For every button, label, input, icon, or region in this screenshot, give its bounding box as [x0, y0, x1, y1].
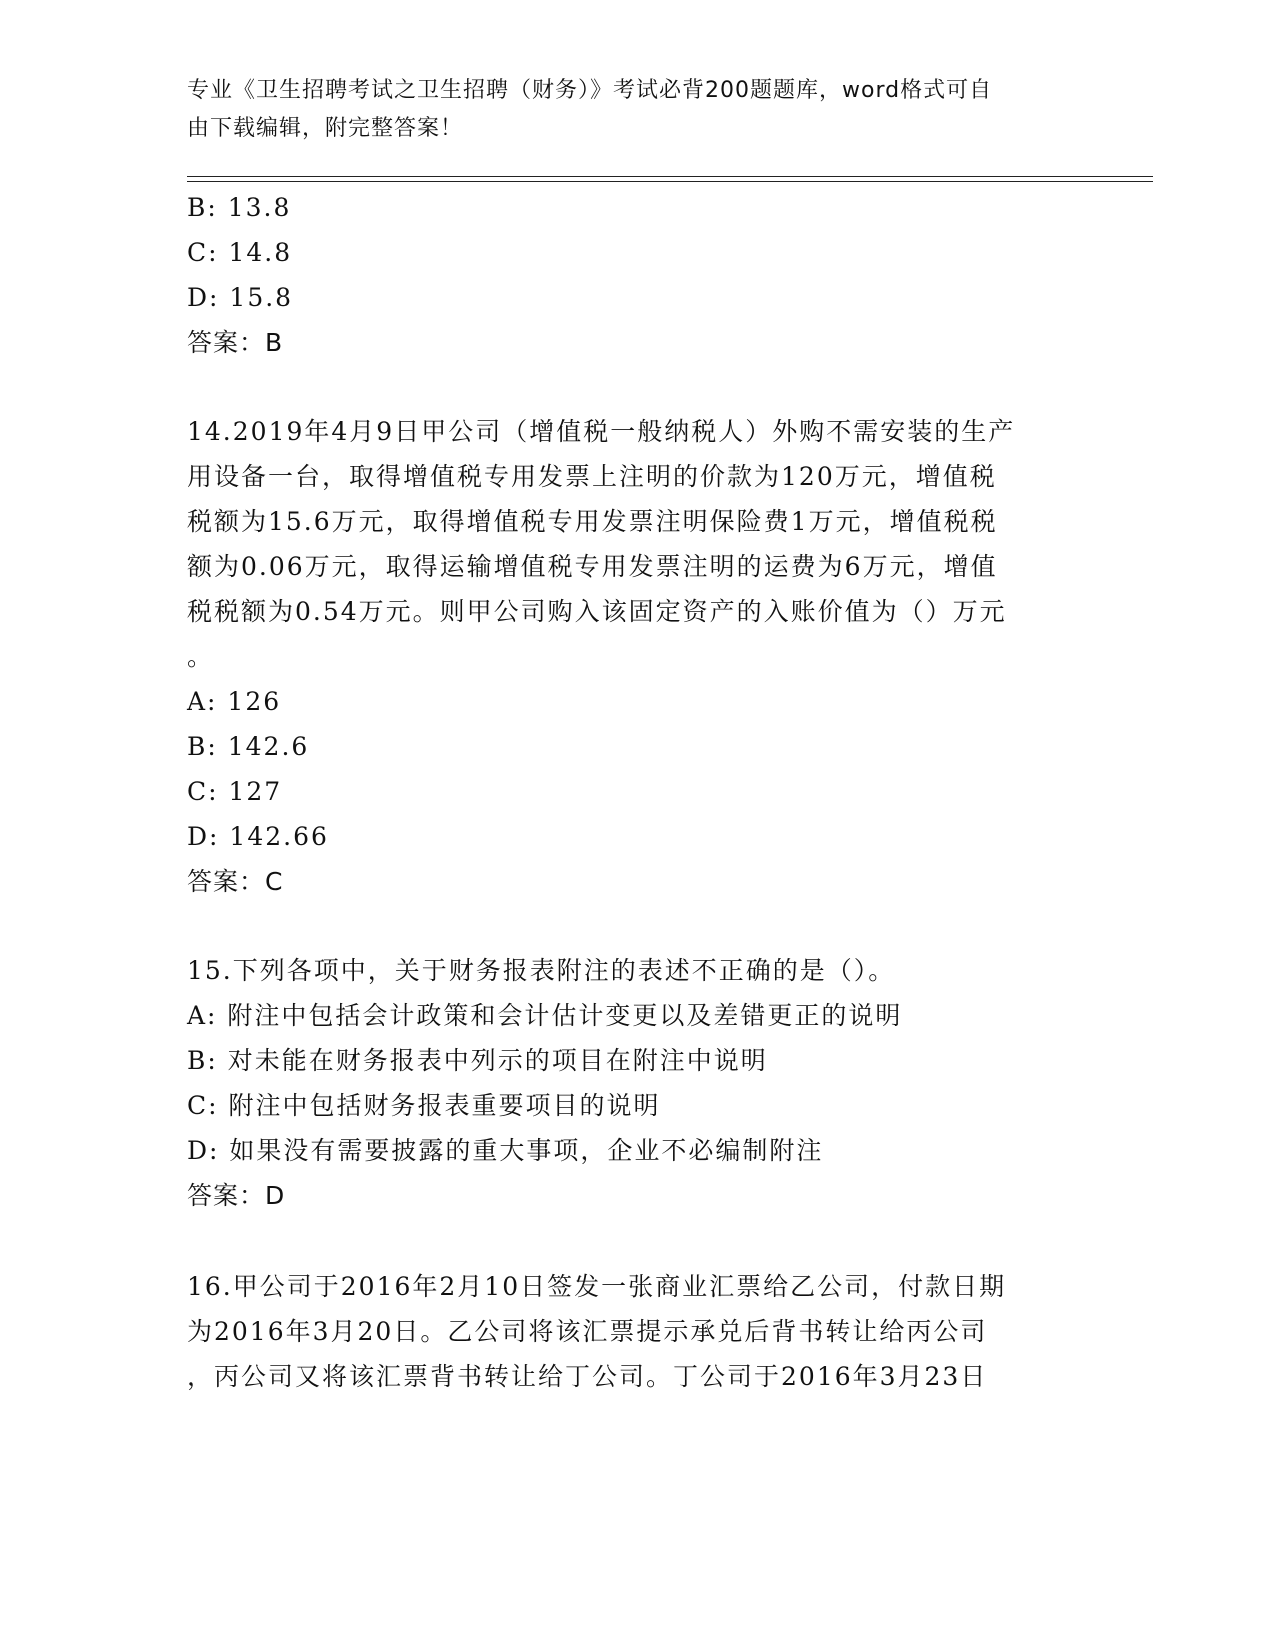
- answer: 答案：B: [187, 328, 284, 357]
- question-stem-line: 用设备一台，取得增值税专用发票上注明的价款为120万元，增值税: [187, 462, 997, 491]
- option-a: A: 附注中包括会计政策和会计估计变更以及差错更正的说明: [187, 1001, 903, 1030]
- option-c: C: 14.8: [187, 238, 293, 267]
- question-stem-line: 16.甲公司于2016年2月10日签发一张商业汇票给乙公司，付款日期: [187, 1272, 1007, 1301]
- option-c: C: 127: [187, 777, 283, 806]
- header-line-2: 由下载编辑，附完整答案！: [187, 116, 464, 141]
- question-stem-line: 为2016年3月20日。乙公司将该汇票提示承兑后背书转让给丙公司: [187, 1317, 988, 1346]
- question-stem-line: 14.2019年4月9日甲公司（增值税一般纳税人）外购不需安装的生产: [187, 417, 1016, 446]
- question-stem-line: ，丙公司又将该汇票背书转让给丁公司。丁公司于2016年3月23日: [187, 1362, 988, 1391]
- header-rule-top: [187, 176, 1153, 177]
- option-b: B: 对未能在财务报表中列示的项目在附注中说明: [187, 1046, 768, 1075]
- answer: 答案：D: [187, 1181, 286, 1210]
- header-line-1: 专业《卫生招聘考试之卫生招聘（财务）》考试必背200题题库，word格式可自: [187, 78, 993, 103]
- option-b: B: 13.8: [187, 193, 292, 222]
- question-stem-line: 税额为15.6万元，取得增值税专用发票注明保险费1万元，增值税税: [187, 507, 998, 536]
- option-c: C: 附注中包括财务报表重要项目的说明: [187, 1091, 661, 1120]
- question-stem-line: 。: [187, 642, 215, 671]
- question-stem: 15.下列各项中，关于财务报表附注的表述不正确的是（）。: [187, 956, 896, 985]
- option-d: D: 如果没有需要披露的重大事项，企业不必编制附注: [187, 1136, 824, 1165]
- answer: 答案：C: [187, 867, 284, 896]
- option-d: D: 15.8: [187, 283, 294, 312]
- option-b: B: 142.6: [187, 732, 310, 761]
- document-header: [187, 72, 1067, 148]
- question-stem-line: 税税额为0.54万元。则甲公司购入该固定资产的入账价值为（）万元: [187, 597, 1007, 626]
- header-rule-bottom: [187, 181, 1153, 182]
- option-a: A: 126: [187, 687, 282, 716]
- option-d: D: 142.66: [187, 822, 329, 851]
- question-stem-line: 额为0.06万元，取得运输增值税专用发票注明的运费为6万元，增值: [187, 552, 998, 581]
